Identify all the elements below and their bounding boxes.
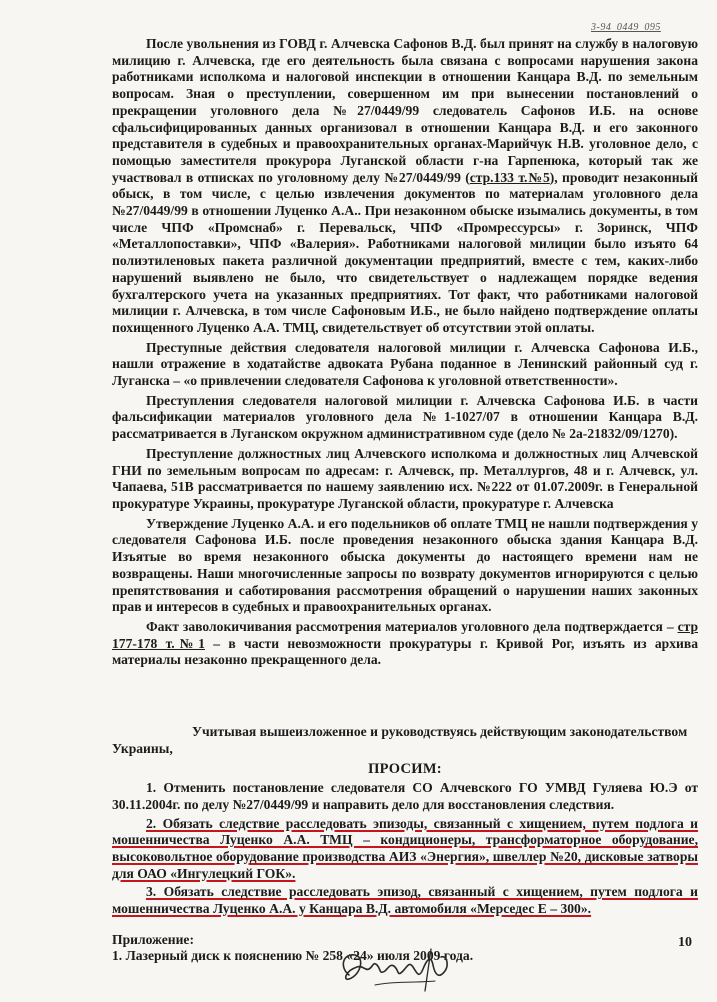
page-reference: стр.133 т.№5	[469, 169, 550, 185]
signature	[335, 945, 465, 995]
considering-line: Учитывая вышеизложенное и руководствуясь действующим законодательством	[192, 724, 688, 740]
case-number: №1-1027/07	[422, 409, 500, 425]
country-line: Украины,	[112, 740, 173, 756]
paragraph-2: Преступные действия следователя налоговой милиции г. Алчевска Сафонова И.Б., нашли отражение в ходатайстве адвоката Рубана поданное в Ленинский районный суд г. Луганска – «о привлечении следователя Сафонова к уголовной ответственности».	[112, 339, 698, 389]
spacer	[112, 672, 698, 724]
attachment-title: Приложение:	[112, 931, 194, 947]
paragraph-1: После увольнения из ГОВД г. Алчевска Сафонов В.Д. был принят на службу в налоговую милицию г. Алчевска, где его деятельность была связана с вопросами нарушения закона работниками исполкома и налоговой инспекции в отношении Канцара В.Д. по земельным вопросам. Зная о преступлении, совершенном им при вынесении постановлений о прекращении уголовного дела №27/0449/99 следователь Сафонов И.Б. на основе сфальсифицированных данных организовал в отношении Канцара В.Д. и его законного представителя в судебных и правоохранительных органах-Марийчук Н.В. уголовное дело, с помощью заместителя прокурора Луганской области г-на Гарпенюка, который так же участвовал в отписках по уголовному делу №27/0449/99 (стр.133 т.№5), проводит незаконный обыск, в том числе, с целью извлечения документов по материалам уголовного дела №27/0449/99 в отношении Луценко А.А.. При незаконном обыске изымались документы, в том числе ЧПФ «Промснаб» г. Перевальск, ЧПФ «Промрессурсы» г. Зоринск, ЧПФ «Металлопоставки», ЧПФ «Валерия». Работниками налоговой милиции было изъято 64 полиэтиленовых пакета различной документации предприятий, вместе с тем, каких-либо нарушений выявлено не было, что свидетельствует о надлежащем порядке ведения бухгалтерского учета на указанных предприятиях. Тот факт, что работниками налоговой милиции г. Алчевска, в том числе Сафоновым И.Б., не было найдено подтверждение оплаты похищенного Луценко А.А. ТМЦ, свидетельствует об отсутствии этой оплаты.	[112, 36, 698, 335]
archive-stamp: 3-94_0449_095	[591, 22, 661, 33]
attachment-item: 1. Лазерный диск к пояснению № 258 «24» июля 2009 года.	[112, 948, 474, 964]
red-underlined-request: 2. Обязать следствие расследовать эпизоды, связанный с хищением, путем подлога и мошенничества Луценко А.А. ТМЦ – кондиционеры, трансформаторное оборудование, высоковольтное оборудование производства АИЗ «Энергия», швеллер №20, дисковые затворы для ОАО «Ингулецкий ГОК».	[112, 815, 698, 881]
paragraph-5: Утверждение Луценко А.А. и его подельников об оплате ТМЦ не нашли подтверждения у следователя Сафонова И.Б. после проведения незаконного обыска здания Канцара В.Д. Изъятые во время незаконного обыска документы до настоящего времени нам не возвращены. Наши многочисленные запросы по возврату документов игнорируются с целью препятствования и саботирования рассмотрения обращений о нарушении наших законных прав и интересов в судебных и правоохранительных органах.	[112, 515, 698, 615]
page-number: 10	[678, 935, 692, 950]
request-2	[112, 816, 698, 883]
paragraph-3: Преступления следователя налоговой милиции г. Алчевска Сафонова И.Б. в части фальсификации материалов уголовного дела №1-1027/07 в отношении Канцара В.Д. рассматривается в Луганском окружном административном суде (дело № 2а-21832/09/1270).	[112, 392, 698, 442]
page-reference: стр 177-178 т.№1	[112, 618, 698, 651]
paragraph-4: Преступление должностных лиц Алчевского исполкома и должностных лиц Алчевской ГНИ по земельным вопросам по адресам: г. Алчевск, пр. Металлургов, 48 и г. Алчевск, ул. Чапаева, 51В рассматривается по нашему заявлению исх. №222 от 01.07.2009г. в Генеральной прокуратуре Украины, прокуратуре Луганской области, прокуратуре г. Алчевска	[112, 445, 698, 511]
paragraph-6: Факт заволокичивания рассмотрения материалов уголовного дела подтверждается – стр 177-178 т.№1 – в части невозможности прокуратуры г. Кривой Рог, изъять из архива материалы незаконно прекращенного дела.	[112, 618, 699, 668]
red-underlined-request: 3. Обязать следствие расследовать эпизод, связанный с хищением, путем подлога и мошенничества Луценко А.А. у Канцара В.Д. автомобиля «Мерседес Е – 300».	[112, 884, 698, 917]
request-heading: ПРОСИМ:	[368, 761, 442, 778]
request-3	[112, 884, 698, 917]
letter-body	[112, 36, 698, 968]
request-1: 1. Отменить постановление следователя СО Алчевского ГО УМВД Гуляева Ю.Э от 30.11.2004г. по делу №27/0449/99 и направить дело для восстановления следствия.	[112, 780, 698, 812]
